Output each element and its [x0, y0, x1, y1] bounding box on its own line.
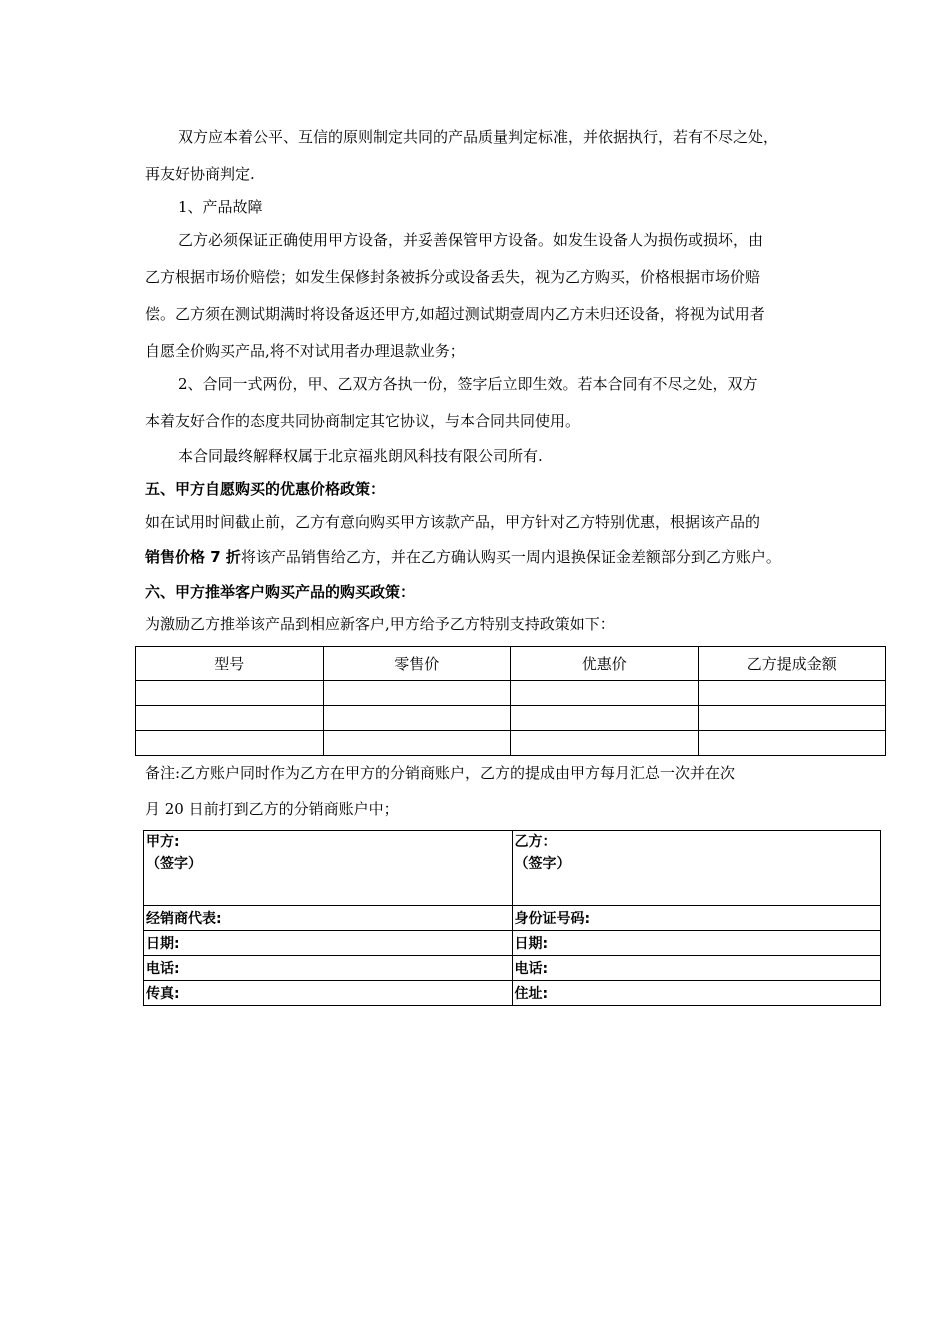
note-line2: 月 20 日前打到乙方的分销商账户中； [145, 800, 399, 818]
dealer-rep-label: 经销商代表: [144, 906, 513, 931]
section5-line2-rest: 将该产品销售给乙方，并在乙方确认购买一周内退换保证金差额部分到乙方账户。 [240, 548, 781, 566]
table-row [144, 906, 881, 931]
table-row [144, 956, 881, 981]
header-commission: 乙方提成金额 [698, 647, 886, 681]
paragraph-fault-line4: 自愿全价购买产品,将不对试用者办理退款业务； [145, 342, 465, 360]
table-cell [136, 681, 324, 706]
paragraph-quality-line1: 双方应本着公平、互信的原则制定共同的产品质量判定标准，并依据执行，若有不尽之处， [178, 128, 779, 146]
party-a-label: 甲方: [146, 834, 180, 850]
date-a-label: 日期: [144, 931, 513, 956]
fax-label: 传真: [144, 981, 513, 1006]
table-row [136, 706, 886, 731]
header-retail-price: 零售价 [323, 647, 511, 681]
table-cell [511, 681, 699, 706]
table-row [144, 981, 881, 1006]
table-row [136, 681, 886, 706]
party-a-sign-label: （签字） [146, 856, 202, 872]
clause-product-fault: 1、产品故障 [178, 198, 263, 216]
phone-b-label: 电话: [512, 956, 881, 981]
paragraph-fault-line2: 乙方根据市场价赔偿；如发生保修封条被拆分或设备丢失，视为乙方购买，价格根据市场价赔 [145, 268, 761, 286]
section6-intro: 为激励乙方推举该产品到相应新客户,甲方给予乙方特别支持政策如下： [145, 615, 615, 633]
section5-line1: 如在试用时间截止前，乙方有意向购买甲方该款产品，甲方针对乙方特别优惠，根据该产品的 [145, 513, 761, 531]
table-cell [323, 681, 511, 706]
party-a-cell [144, 831, 513, 906]
phone-a-label: 电话: [144, 956, 513, 981]
table-cell [698, 706, 886, 731]
table-cell [698, 681, 886, 706]
signature-row [144, 831, 881, 906]
header-discount-price: 优惠价 [511, 647, 699, 681]
id-number-label: 身份证号码: [512, 906, 881, 931]
discount-highlight: 销售价格 7 折 [145, 548, 241, 566]
paragraph-quality-line2: 再友好协商判定. [145, 165, 255, 183]
paragraph-interpretation: 本合同最终解释权属于北京福兆朗风科技有限公司所有. [178, 447, 543, 465]
table-cell [323, 731, 511, 756]
table-cell [511, 706, 699, 731]
address-label: 住址: [512, 981, 881, 1006]
table-cell [136, 731, 324, 756]
note-line1: 备注:乙方账户同时作为乙方在甲方的分销商账户，乙方的提成由甲方每月汇总一次并在次 [145, 764, 736, 782]
price-table [135, 646, 886, 756]
table-row [144, 931, 881, 956]
signature-table [143, 830, 881, 1006]
table-cell [323, 706, 511, 731]
party-b-sign-label: （签字） [514, 856, 571, 872]
table-row [136, 731, 886, 756]
paragraph-copies-line1: 2、合同一式两份，甲、乙双方各执一份，签字后立即生效。若本合同有不尽之处，双方 [178, 375, 758, 393]
party-b-label: 乙方： [514, 834, 557, 850]
header-model: 型号 [136, 647, 324, 681]
party-b-cell [512, 831, 881, 906]
table-cell [698, 731, 886, 756]
section6-heading: 六、甲方推举客户购买产品的购买政策： [145, 583, 416, 601]
paragraph-fault-line1: 乙方必须保证正确使用甲方设备，并妥善保管甲方设备。如发生设备人为损伤或损坏，由 [178, 231, 764, 249]
section5-line2 [145, 547, 781, 567]
price-table-header-row [136, 647, 886, 681]
paragraph-fault-line3: 偿。乙方须在测试期满时将设备返还甲方,如超过测试期壹周内乙方未归还设备，将视为试用者 [145, 305, 765, 323]
paragraph-copies-line2: 本着友好合作的态度共同协商制定其它协议，与本合同共同使用。 [145, 412, 581, 430]
date-b-label: 日期: [512, 931, 881, 956]
table-cell [136, 706, 324, 731]
table-cell [511, 731, 699, 756]
section5-heading: 五、甲方自愿购买的优惠价格政策： [145, 480, 386, 498]
